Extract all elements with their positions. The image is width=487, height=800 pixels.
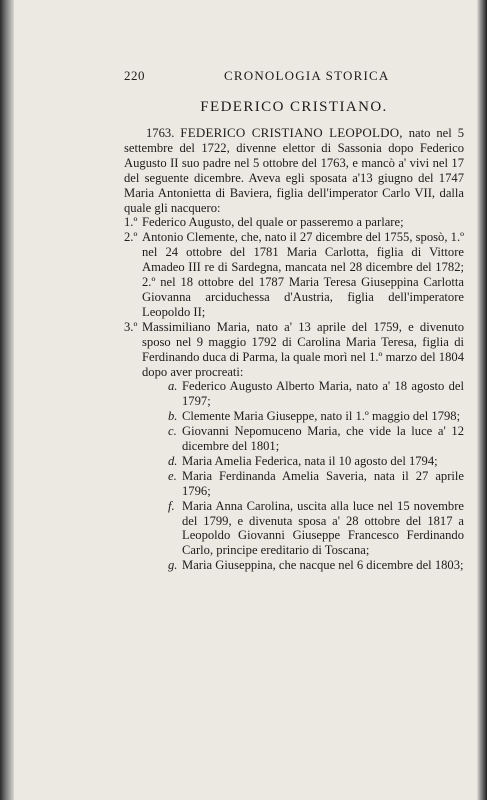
child-number: 2.º xyxy=(124,230,138,245)
grandchild-item xyxy=(124,379,464,409)
grandchild-letter: f. xyxy=(168,498,175,513)
child-item xyxy=(124,215,464,230)
grandchild-letter: e. xyxy=(168,468,177,483)
section-title: FEDERICO CRISTIANO. xyxy=(200,99,388,115)
child-text: Massimiliano Maria, nato a' 13 aprile del 1759, e divenuto sposo nel 9 maggio 1792 di Carolina Maria Teresa, figlia di Ferdinando duca di Parma, la quale morì nel 1.º marzo del 1804 dopo aver procreati: xyxy=(142,319,464,379)
page-edge-left xyxy=(0,0,14,800)
intro-paragraph xyxy=(124,126,464,215)
page-number: 220 xyxy=(124,68,145,83)
intro-text: nato nel 5 settembre del 1722, divenne elettor di Sassonia dopo Federico Augusto II suo padre nel 5 ottobre del 1763, e mancò a' vivi nel 17 del seguente dicembre. Aveva egli sposata a'13 giugno del 1747 Maria Antonietta di Baviera, figlia dell'imperator Carlo VII, dalla quale gli nacquero: xyxy=(124,126,464,215)
grandchild-text: Giovanni Nepomuceno Maria, che vide la luce a' 12 dicembre del 1801; xyxy=(182,424,464,454)
grandchild-item xyxy=(124,424,464,454)
running-title: CRONOLOGIA STORICA xyxy=(224,68,390,83)
grandchild-letter: b. xyxy=(168,409,178,424)
child-item xyxy=(124,230,464,319)
grandchild-text: Federico Augusto Alberto Maria, nato a' 18 agosto del 1797; xyxy=(182,379,464,409)
grandchild-letter: g. xyxy=(168,558,178,573)
grandchild-text: Maria Ferdinanda Amelia Saveria, nata il 27 aprile 1796; xyxy=(182,468,464,498)
child-number: 3.º xyxy=(124,319,138,334)
grandchild-letter: d. xyxy=(168,453,178,468)
grandchild-letter: c. xyxy=(168,424,177,439)
intro-year: 1763. xyxy=(146,126,175,140)
grandchild-item xyxy=(124,454,464,469)
grandchild-text: Maria Anna Carolina, uscita alla luce nel 15 novembre del 1799, e divenuta sposa a' 28 ottobre del 1817 a Leopoldo Giovanni Giuseppe Francesco Ferdinando Carlo, principe ereditario di Toscana; xyxy=(182,498,464,558)
child-number: 1.º xyxy=(124,215,138,230)
grandchild-text: Maria Amelia Federica, nata il 10 agosto del 1794; xyxy=(182,453,438,468)
child-text: Antonio Clemente, che, nato il 27 dicembre del 1755, sposò, 1.º nel 24 ottobre del 1781 Maria Carlotta, figlia di Vittore Amadeo III re di Sardegna, mancata nel 28 dicembre del 1782; 2.º nel 18 ottobre del 1787 Maria Teresa Giuseppina Carlotta Giovanna arciduchessa d'Austria, figlia dell'imperatore Leopoldo II; xyxy=(142,230,464,319)
page-edge-right xyxy=(477,0,487,800)
grandchild-item xyxy=(124,409,464,424)
grandchild-letter: a. xyxy=(168,379,178,394)
grandchild-item xyxy=(124,469,464,499)
grandchild-item xyxy=(124,499,464,559)
grandchild-item xyxy=(124,558,464,573)
child-text: Federico Augusto, del quale or passeremo a parlare; xyxy=(142,215,404,230)
child-item xyxy=(124,320,464,380)
text-body xyxy=(124,126,464,573)
intro-name: FEDERICO CRISTIANO LEOPOLDO, xyxy=(180,125,403,140)
grandchild-text: Clemente Maria Giuseppe, nato il 1.º maggio del 1798; xyxy=(182,409,461,424)
grandchild-text: Maria Giuseppina, che nacque nel 6 dicembre del 1803; xyxy=(182,558,464,573)
